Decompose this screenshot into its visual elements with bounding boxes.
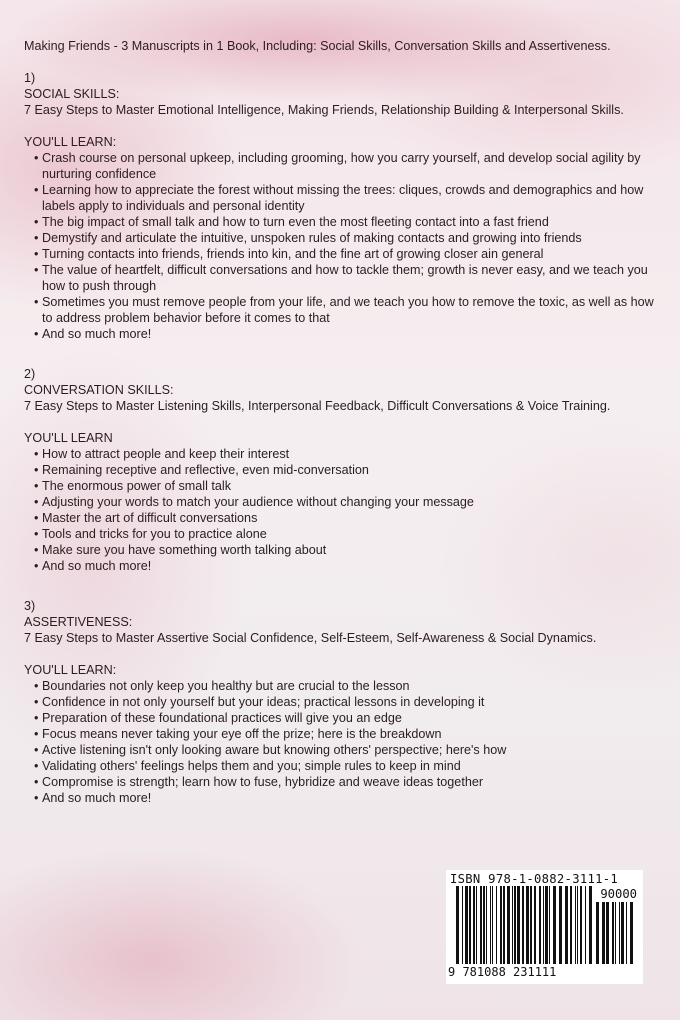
- barcode-bar: [626, 902, 627, 964]
- barcode-bar: [522, 886, 524, 964]
- ean-digits: 9 781088 231111: [448, 965, 557, 979]
- barcode-bar: [462, 886, 463, 964]
- section-number: 1): [24, 71, 36, 85]
- barcode-bar: [526, 886, 529, 964]
- section-subtitle: 7 Easy Steps to Master Listening Skills, Interpersonal Feedback, Difficult Conversations & Voice Training.: [24, 399, 611, 413]
- barcode-bar: [456, 886, 459, 964]
- learn-list: [24, 678, 654, 806]
- list-item: • Remaining receptive and reflective, even mid-conversation: [28, 462, 654, 478]
- list-item: • Active listening isn't only looking aware but knowing others' perspective; here's how: [28, 742, 654, 758]
- barcode-bar: [514, 886, 516, 964]
- list-item: • The value of heartfelt, difficult conversations and how to tackle them; growth is never easy, and we teach you how to push through: [28, 262, 654, 294]
- barcode-bar: [486, 886, 487, 964]
- book-description-header: Making Friends - 3 Manuscripts in 1 Book, Including: Social Skills, Conversation Skills and Assertiveness.: [24, 39, 611, 53]
- barcode-bar: [507, 886, 510, 964]
- list-item: • Confidence in not only yourself but your ideas; practical lessons in developing it: [28, 694, 654, 710]
- barcode-bar: [483, 886, 485, 964]
- back-cover-text: [24, 38, 654, 806]
- barcode-bar: [602, 902, 605, 964]
- price-code: 90000: [600, 887, 637, 901]
- list-item: • The big impact of small talk and how to turn even the most fleeting contact into a fast friend: [28, 214, 654, 230]
- barcode-bar: [543, 886, 544, 964]
- section-title: ASSERTIVENESS:: [24, 615, 133, 629]
- section-assertiveness: [24, 598, 654, 806]
- barcode-bar: [512, 886, 513, 964]
- section-social-skills: [24, 70, 654, 342]
- learn-label: YOU'LL LEARN: [24, 431, 113, 445]
- list-item: • And so much more!: [28, 326, 654, 342]
- section-subtitle: 7 Easy Steps to Master Assertive Social Confidence, Self-Esteem, Self-Awareness & Social Dynamics.: [24, 631, 597, 645]
- barcode-bar: [465, 886, 468, 964]
- barcode-bar: [596, 902, 599, 964]
- barcode-bar: [619, 902, 620, 964]
- list-item: • Focus means never taking your eye off the prize; here is the breakdown: [28, 726, 654, 742]
- barcode-bar: [570, 886, 572, 964]
- list-item: • Sometimes you must remove people from your life, and we teach you how to remove the toxic, as well as how to address problem behavior before it comes to that: [28, 294, 654, 326]
- list-item: • Compromise is strength; learn how to fuse, hybridize and weave ideas together: [28, 774, 654, 790]
- list-item: • Validating others' feelings helps them and you; simple rules to keep in mind: [28, 758, 654, 774]
- barcode-bar: [549, 886, 550, 964]
- section-conversation-skills: [24, 366, 654, 574]
- barcode-bar: [476, 886, 477, 964]
- barcode-bar: [559, 886, 562, 964]
- list-item: • Master the art of difficult conversations: [28, 510, 654, 526]
- barcode-bar: [612, 902, 614, 964]
- ean-bars: [456, 886, 596, 966]
- barcode-bar: [606, 902, 609, 964]
- barcode-bar: [530, 886, 532, 964]
- barcode-bar: [585, 886, 586, 964]
- section-number: 3): [24, 599, 36, 613]
- barcode-bar: [500, 886, 502, 964]
- barcode-bar: [553, 886, 556, 964]
- section-title: CONVERSATION SKILLS:: [24, 383, 174, 397]
- barcode-bar: [577, 886, 578, 964]
- list-item: • The enormous power of small talk: [28, 478, 654, 494]
- barcode-bar: [496, 886, 497, 964]
- barcode-bar: [589, 886, 592, 964]
- price-bars: [596, 902, 636, 966]
- learn-label: YOU'LL LEARN:: [24, 663, 117, 677]
- section-title: SOCIAL SKILLS:: [24, 87, 120, 101]
- list-item: • Make sure you have something worth talking about: [28, 542, 654, 558]
- barcode-bar: [575, 886, 576, 964]
- list-item: • Turning contacts into friends, friends into kin, and the fine art of growing closer ain general: [28, 246, 654, 262]
- barcode-bar: [517, 886, 520, 964]
- barcode-bar: [615, 902, 616, 964]
- barcode-bar: [503, 886, 505, 964]
- list-item: • Tools and tricks for you to practice alone: [28, 526, 654, 542]
- barcode-bar: [534, 886, 536, 964]
- barcode-bar: [565, 886, 568, 964]
- list-item: • Preparation of these foundational practices will give you an edge: [28, 710, 654, 726]
- list-item: • And so much more!: [28, 790, 654, 806]
- list-item: • Boundaries not only keep you healthy but are crucial to the lesson: [28, 678, 654, 694]
- barcode-bar: [473, 886, 475, 964]
- barcode-bar: [630, 902, 633, 964]
- list-item: • Crash course on personal upkeep, including grooming, how you carry yourself, and develop social agility by nurturing confidence: [28, 150, 654, 182]
- list-item: • And so much more!: [28, 558, 654, 574]
- learn-list: [24, 446, 654, 574]
- barcode-bar: [545, 886, 548, 964]
- list-item: • Demystify and articulate the intuitive, unspoken rules of making contacts and growing into friends: [28, 230, 654, 246]
- barcode-bar: [580, 886, 582, 964]
- learn-list: [24, 150, 654, 342]
- list-item: • Adjusting your words to match your audience without changing your message: [28, 494, 654, 510]
- barcode-bar: [480, 886, 482, 964]
- learn-label: YOU'LL LEARN:: [24, 135, 117, 149]
- list-item: • How to attract people and keep their interest: [28, 446, 654, 462]
- barcode-bar: [490, 886, 491, 964]
- isbn-label: ISBN 978-1-0882-3111-1: [450, 872, 619, 886]
- section-subtitle: 7 Easy Steps to Master Emotional Intelligence, Making Friends, Relationship Building & Interpersonal Skills.: [24, 103, 624, 117]
- barcode-bar: [621, 902, 624, 964]
- section-number: 2): [24, 367, 36, 381]
- list-item: • Learning how to appreciate the forest without missing the trees: cliques, crowds and demographics and how labels apply to individuals and personal identity: [28, 182, 654, 214]
- barcode-bar: [492, 886, 493, 964]
- barcode-bar: [469, 886, 471, 964]
- barcode-bar: [539, 886, 541, 964]
- isbn-barcode: [446, 870, 643, 984]
